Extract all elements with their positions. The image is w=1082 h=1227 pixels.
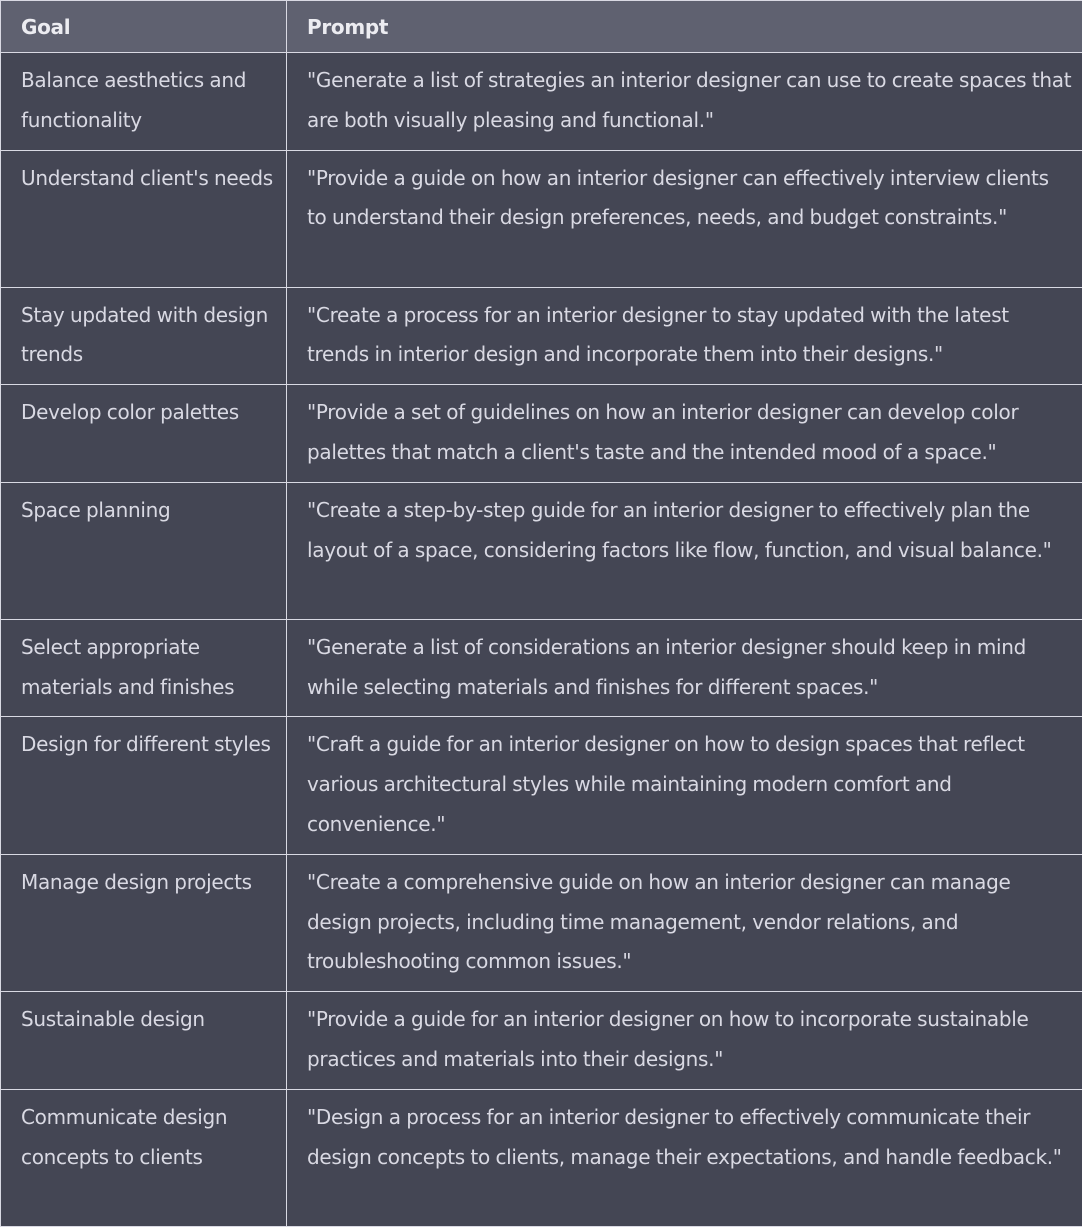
prompt-cell: "Provide a set of guidelines on how an interior designer can develop color palettes that match a client's taste and the intended mood of a space." — [287, 385, 1082, 483]
prompt-cell: "Design a process for an interior designer to effectively communicate their design concepts to clients, manage their expectations, and handle feedback." — [287, 1089, 1082, 1226]
prompt-cell: "Generate a list of considerations an interior designer should keep in mind while selecting materials and finishes for different spaces." — [287, 619, 1082, 717]
header-prompt: Prompt — [287, 1, 1082, 53]
goal-cell: Stay updated with design trends — [1, 287, 287, 385]
header-goal: Goal — [1, 1, 287, 53]
table-row — [1, 992, 1082, 1090]
goal-cell: Space planning — [1, 482, 287, 619]
prompt-cell: "Generate a list of strategies an interior designer can use to create spaces that are both visually pleasing and functional." — [287, 53, 1082, 151]
prompt-cell: "Craft a guide for an interior designer on how to design spaces that reflect various architectural styles while maintaining modern comfort and convenience." — [287, 717, 1082, 854]
table-row — [1, 1089, 1082, 1226]
table-row — [1, 53, 1082, 151]
goal-cell: Select appropriate materials and finishes — [1, 619, 287, 717]
goal-cell: Sustainable design — [1, 992, 287, 1090]
goal-cell: Communicate design concepts to clients — [1, 1089, 287, 1226]
goal-cell: Manage design projects — [1, 854, 287, 991]
goal-cell: Balance aesthetics and functionality — [1, 53, 287, 151]
table-row — [1, 482, 1082, 619]
goal-cell: Design for different styles — [1, 717, 287, 854]
prompt-cell: "Provide a guide for an interior designer on how to incorporate sustainable practices and materials into their designs." — [287, 992, 1082, 1090]
prompt-cell: "Create a process for an interior designer to stay updated with the latest trends in interior design and incorporate them into their designs." — [287, 287, 1082, 385]
table-row — [1, 854, 1082, 991]
prompt-cell: "Create a comprehensive guide on how an interior designer can manage design projects, including time management, vendor relations, and troubleshooting common issues." — [287, 854, 1082, 991]
goal-cell: Understand client's needs — [1, 150, 287, 287]
goal-cell: Develop color palettes — [1, 385, 287, 483]
prompt-cell: "Create a step-by-step guide for an interior designer to effectively plan the layout of a space, considering factors like flow, function, and visual balance." — [287, 482, 1082, 619]
table-header-row — [1, 1, 1082, 53]
table-row — [1, 287, 1082, 385]
table-row — [1, 717, 1082, 854]
table-row — [1, 150, 1082, 287]
table-row — [1, 619, 1082, 717]
prompt-cell: "Provide a guide on how an interior designer can effectively interview clients to understand their design preferences, needs, and budget constraints." — [287, 150, 1082, 287]
table-row — [1, 385, 1082, 483]
